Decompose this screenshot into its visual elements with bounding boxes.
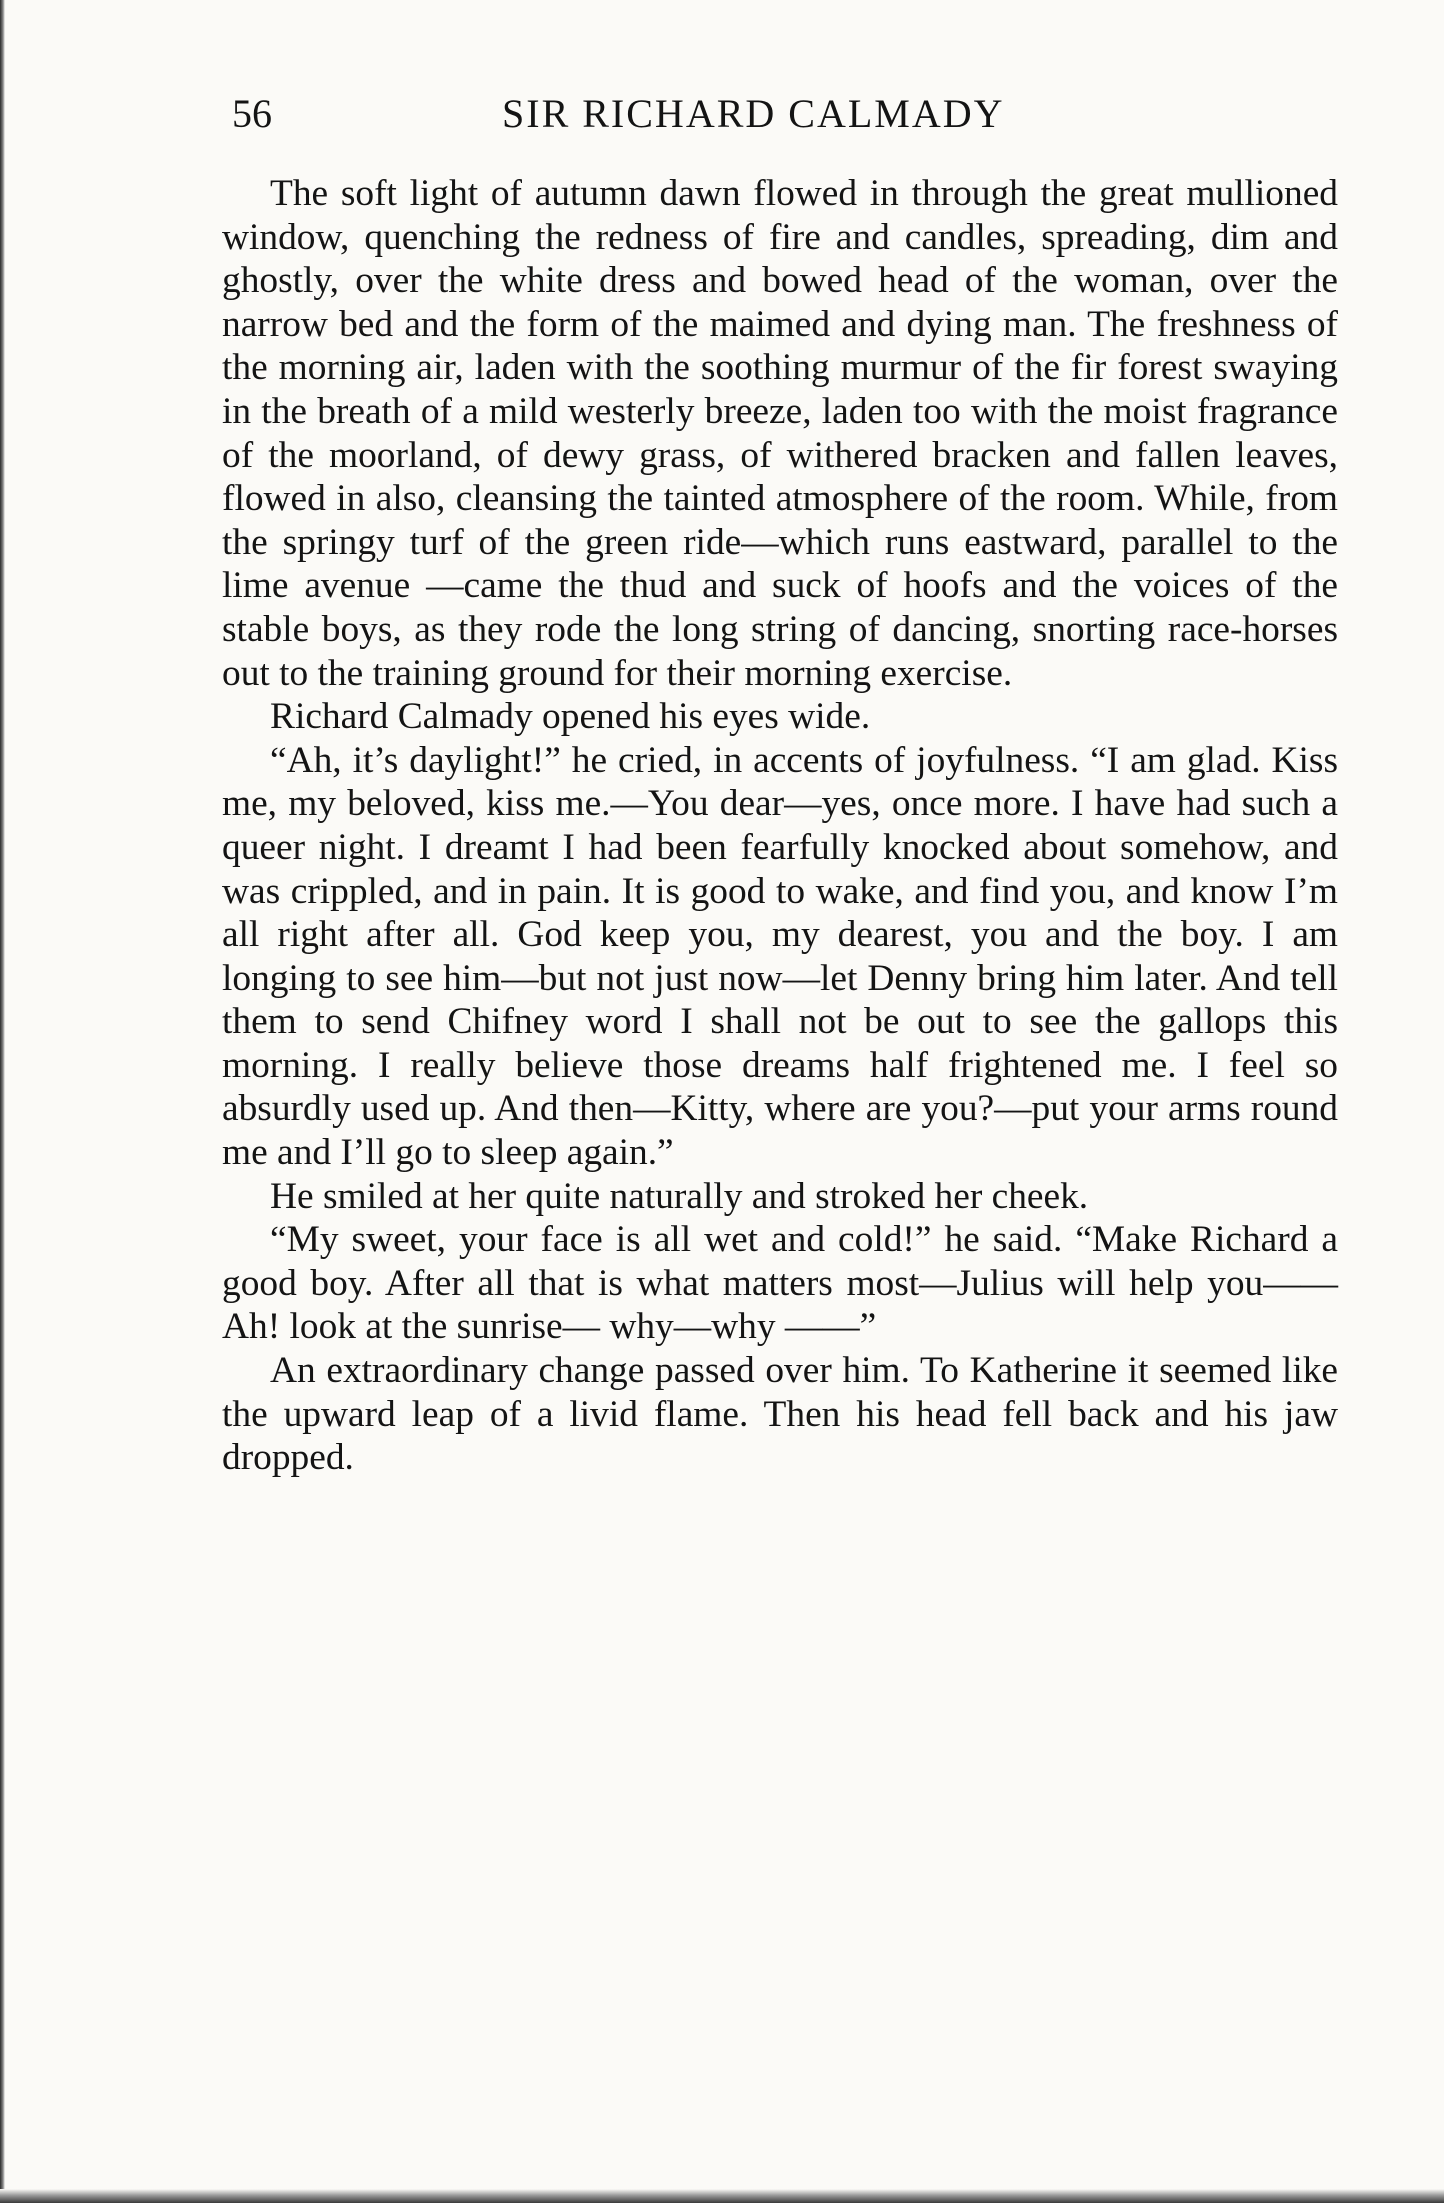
paragraph-eyes-open: Richard Calmady opened his eyes wide. [270,696,871,738]
book-title: SIR RICHARD CALMADY [502,91,1005,136]
page-number: 56 [232,91,272,136]
paragraph-richard-speech: “Ah, it’s daylight!” he cried, in accents of joyfulness. “I am glad. Kiss me, my beloved, kiss me.—You dear—yes, once more. I have had such a queer night. I dreamt I had been fearfully knocked about somehow, and was crippled, and in pain. It is good to wake, and find you, and know I’m all right after all. God keep you, my dearest, you and the boy. I am longing to see him—but not just now—let Denny bring him later. And tell them to send Chifney word I shall not be out to see the gallops this morning. I really believe those dreams half frightened me. I feel so absurdly used up. And then—Kitty, where are you?—put your arms round me and I’ll go to sleep again.” [222,739,1338,1174]
paragraph-death: An extraordinary change passed over him. To Katherine it seemed like the upward leap of a livid flame. Then his head fell back and his jaw dropped. [222,1350,1338,1479]
paragraph-dawn-description: The soft light of autumn dawn flowed in through the great mullioned window, quenching the redness of fire and candles, spreading, dim and ghostly, over the white dress and bowed head of the woman, over the narrow bed and the form of the maimed and dying man. The freshness of the morning air, laden with the soothing murmur of the fir forest swaying in the breath of a mild westerly breeze, laden too with the moist fragrance of the moorland, of dewy grass, of withered bracken and fallen leaves, flowed in also, cleansing the tainted atmosphere of the room. While, from the springy turf of the green ride—which runs eastward, parallel to the lime avenue —came the thud and suck of hoofs and the voices of the stable boys, as they rode the long string of dancing, snorting race-horses out to the training ground for their morning exercise. [222,173,1338,694]
page-bottom-edge [0,2189,1444,2203]
body-text [222,172,1338,1480]
paragraph-smiled: He smiled at her quite naturally and stroked her cheek. [270,1175,1089,1217]
running-head [232,84,1342,144]
paragraph-last-words: “My sweet, your face is all wet and cold!” he said. “Make Richard a good boy. After all that is what matters most—Julius will help you—— Ah! look at the sunrise— why—why ——” [222,1219,1338,1348]
page-binding-edge [0,0,5,2203]
